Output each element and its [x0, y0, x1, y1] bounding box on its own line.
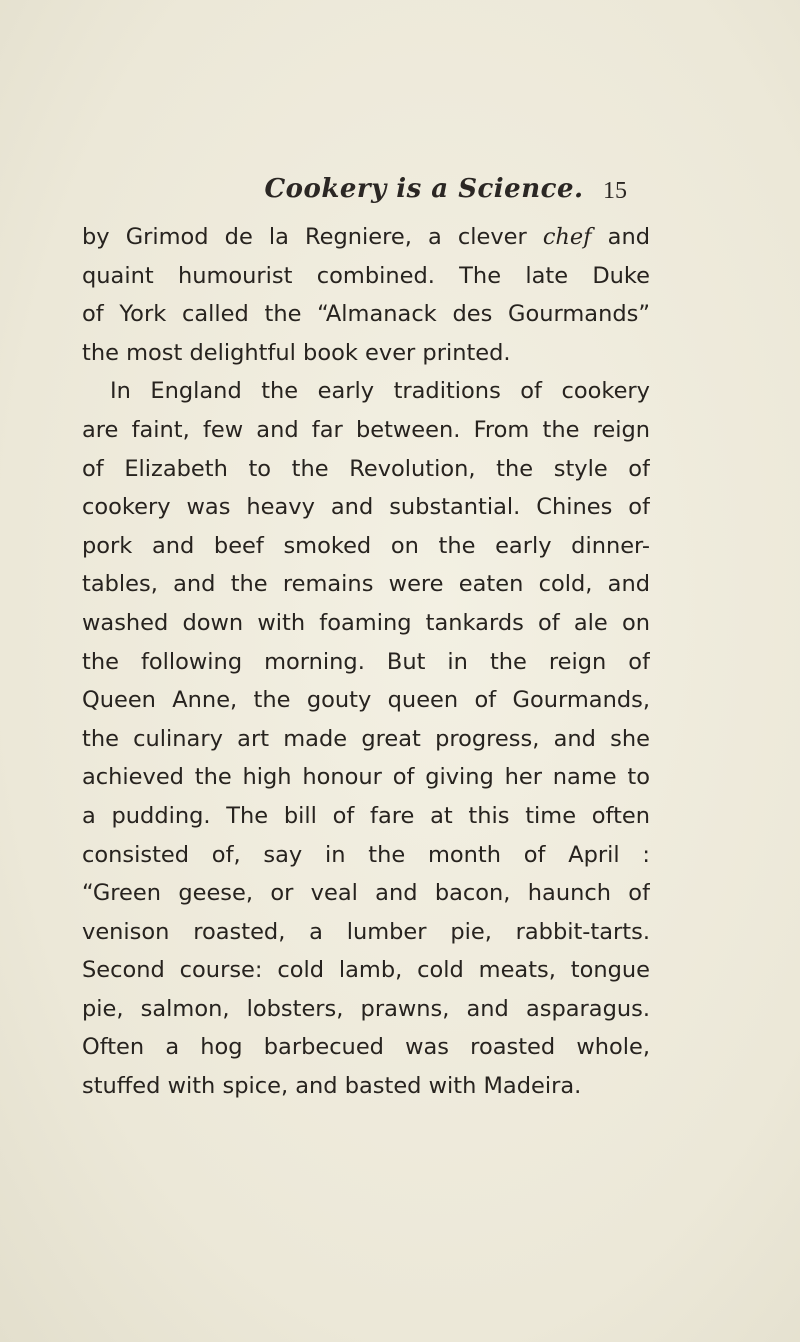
text-line-5: In England the early traditions of cookery [110, 378, 650, 405]
text-line-8: cookery was heavy and substantial. Chines of [82, 494, 650, 521]
text-line-22: Often a hog barbecued was roasted whole, [82, 1034, 650, 1061]
running-head: Cookery is a Science. [264, 174, 584, 204]
text-line-10: tables, and the remains were eaten cold, and [82, 571, 650, 598]
chef-word: chef [542, 224, 592, 250]
text-line-14: the culinary art made great progress, and she [82, 725, 650, 752]
text-line-17: consisted of, say in the month of April : [82, 841, 650, 868]
text-line-11: washed down with foaming tankards of ale on [82, 609, 650, 636]
text-line-1: by Grimod de la Regniere, a clever chef and [82, 224, 650, 250]
text-line-21: pie, salmon, lobsters, prawns, and asparagus. [82, 995, 650, 1022]
text-line-20: Second course: cold lamb, cold meats, tongue [82, 957, 650, 984]
page-number: 15 [603, 178, 627, 204]
text-line-16: a pudding. The bill of fare at this time often [82, 802, 650, 829]
text-line-15: achieved the high honour of giving her name to [82, 764, 650, 791]
body-text [82, 218, 650, 1106]
text-line-18: “Green geese, or veal and bacon, haunch of [82, 880, 650, 907]
text-line-23: stuffed with spice, and basted with Madeira. [82, 1073, 582, 1100]
text-line-7: of Elizabeth to the Revolution, the style of [82, 455, 650, 482]
text-line-12: the following morning. But in the reign of [82, 648, 650, 675]
text-line-3: of York called the “Almanack des Gourmands” [82, 301, 650, 328]
text-line-19: venison roasted, a lumber pie, rabbit-tarts. [82, 918, 650, 945]
text-line-2: quaint humourist combined. The late Duke [82, 262, 650, 289]
text-line-6: are faint, few and far between. From the reign [82, 416, 650, 443]
text-line-13: Queen Anne, the gouty queen of Gourmands, [82, 687, 650, 714]
text-line-9: pork and beef smoked on the early dinner- [82, 532, 650, 559]
text-line-4: the most delightful book ever printed. [82, 339, 511, 366]
